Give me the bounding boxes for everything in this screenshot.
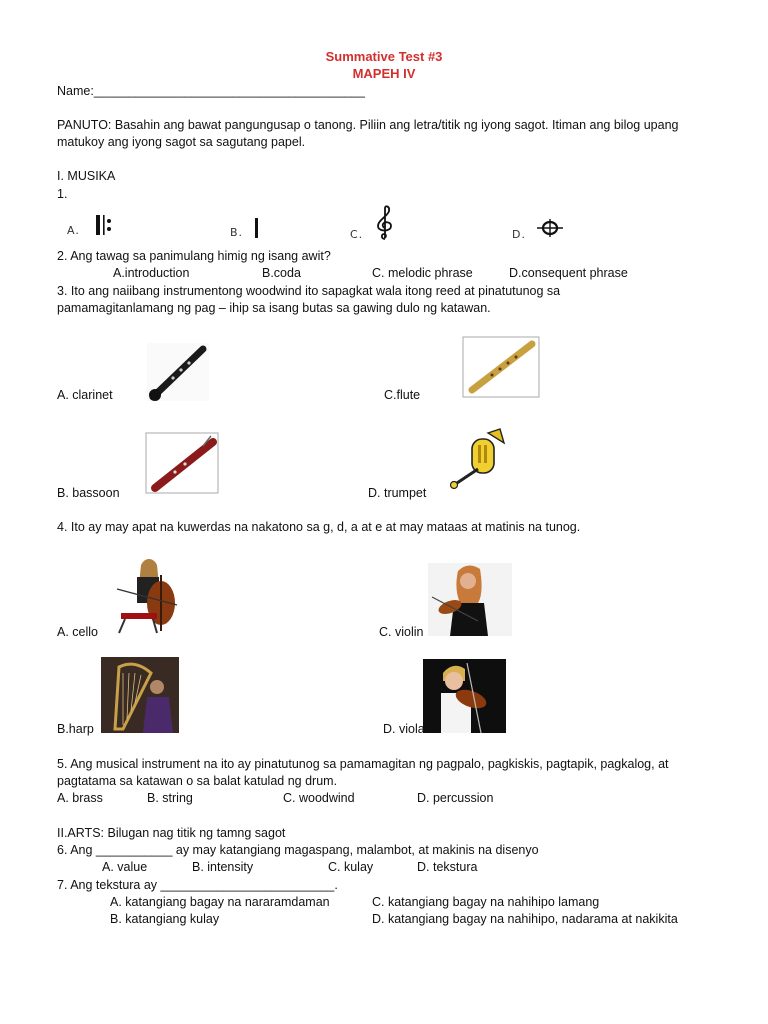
q7-option-a: A. katangiang bagay na nararamdaman — [110, 895, 330, 909]
q5-text-line2: pagtatama sa katawan o sa balat katulad ng drum. — [57, 774, 338, 788]
name-field-line: Name:_______________________________________ — [57, 84, 365, 98]
q5-option-a: A. brass — [57, 791, 103, 805]
q6-option-c: C. kulay — [328, 860, 374, 874]
q2-option-d: D.consequent phrase — [509, 266, 628, 280]
q4-option-d: D. viola — [383, 722, 425, 736]
test-subtitle: MAPEH IV — [352, 66, 416, 81]
violin-image — [428, 563, 512, 636]
q2-option-b: B.coda — [262, 266, 301, 280]
q6-text: 6. Ang ___________ ay may katangiang magaspang, malambot, at makinis na disenyo — [57, 843, 539, 857]
q5-option-b: B. string — [147, 791, 193, 805]
repeat-sign-icon — [94, 214, 116, 236]
q1-option-b-label: B. — [230, 226, 244, 239]
q4-option-c: C. violin — [379, 625, 424, 639]
q1-option-a-label: A. — [67, 224, 80, 237]
q2-option-c: C. melodic phrase — [372, 266, 473, 280]
q3-option-d: D. trumpet — [368, 486, 427, 500]
q4-option-b: B.harp — [57, 722, 94, 736]
q5-option-d: D. percussion — [417, 791, 494, 805]
trumpet-image — [448, 425, 514, 491]
q2-text: 2. Ang tawag sa panimulang himig ng isang awit? — [57, 249, 331, 263]
q2-option-a: A.introduction — [113, 266, 190, 280]
harp-image — [101, 657, 179, 733]
cello-image — [103, 555, 191, 635]
treble-clef-icon — [373, 205, 397, 241]
q6-option-d: D. tekstura — [417, 860, 478, 874]
coda-sign-icon — [536, 219, 564, 237]
q5-option-c: C. woodwind — [283, 791, 355, 805]
q6-option-b: B. intensity — [192, 860, 254, 874]
q4-option-a: A. cello — [57, 625, 98, 639]
test-title: Summative Test #3 — [325, 49, 443, 64]
barline-icon — [253, 218, 261, 238]
q7-option-b: B. katangiang kulay — [110, 912, 220, 926]
q3-text-line1: 3. Ito ang naiibang instrumentong woodwind ito sapagkat wala itong reed at pinatutunog sa — [57, 284, 561, 298]
q3-option-a: A. clarinet — [57, 388, 113, 402]
viola-image — [423, 659, 506, 733]
q4-text: 4. Ito ay may apat na kuwerdas na nakatono sa g, d, a at e at may mataas at matinis na tunog. — [57, 520, 581, 534]
q7-option-d: D. katangiang bagay na nahihipo, nadarama at nakikita — [372, 912, 678, 926]
section-musika: I. MUSIKA — [57, 169, 116, 183]
q6-option-a: A. value — [102, 860, 148, 874]
q5-text-line1: 5. Ang musical instrument na ito ay pinatutunog sa pamamagitan ng pagpalo, pagkiskis, pagtapik, pagkalog, at — [57, 757, 669, 771]
clarinet-image — [147, 343, 209, 401]
q3-option-b: B. bassoon — [57, 486, 120, 500]
flute-image — [462, 336, 540, 398]
q1-number: 1. — [57, 187, 68, 201]
q1-option-c-label: C. — [350, 228, 364, 241]
instructions: PANUTO: Basahin ang bawat pangungusap o tanong. Piliin ang letra/titik ng iyong sagot. Itiman ang bilog upang matukoy ang iyong sagot sa sagutang papel. — [57, 118, 679, 149]
section-arts: II.ARTS: Bilugan nag titik ng tamng sagot — [57, 826, 286, 840]
q3-text-line2: pamamagitanlamang ng pag – ihip sa isang butas sa gawing dulo ng katawan. — [57, 301, 491, 315]
q7-option-c: C. katangiang bagay na nahihipo lamang — [372, 895, 600, 909]
q1-option-d-label: D. — [512, 228, 526, 241]
q7-text: 7. Ang tekstura ay _________________________. — [57, 878, 338, 892]
bassoon-image — [145, 432, 219, 494]
q3-option-c: C.flute — [384, 388, 421, 402]
